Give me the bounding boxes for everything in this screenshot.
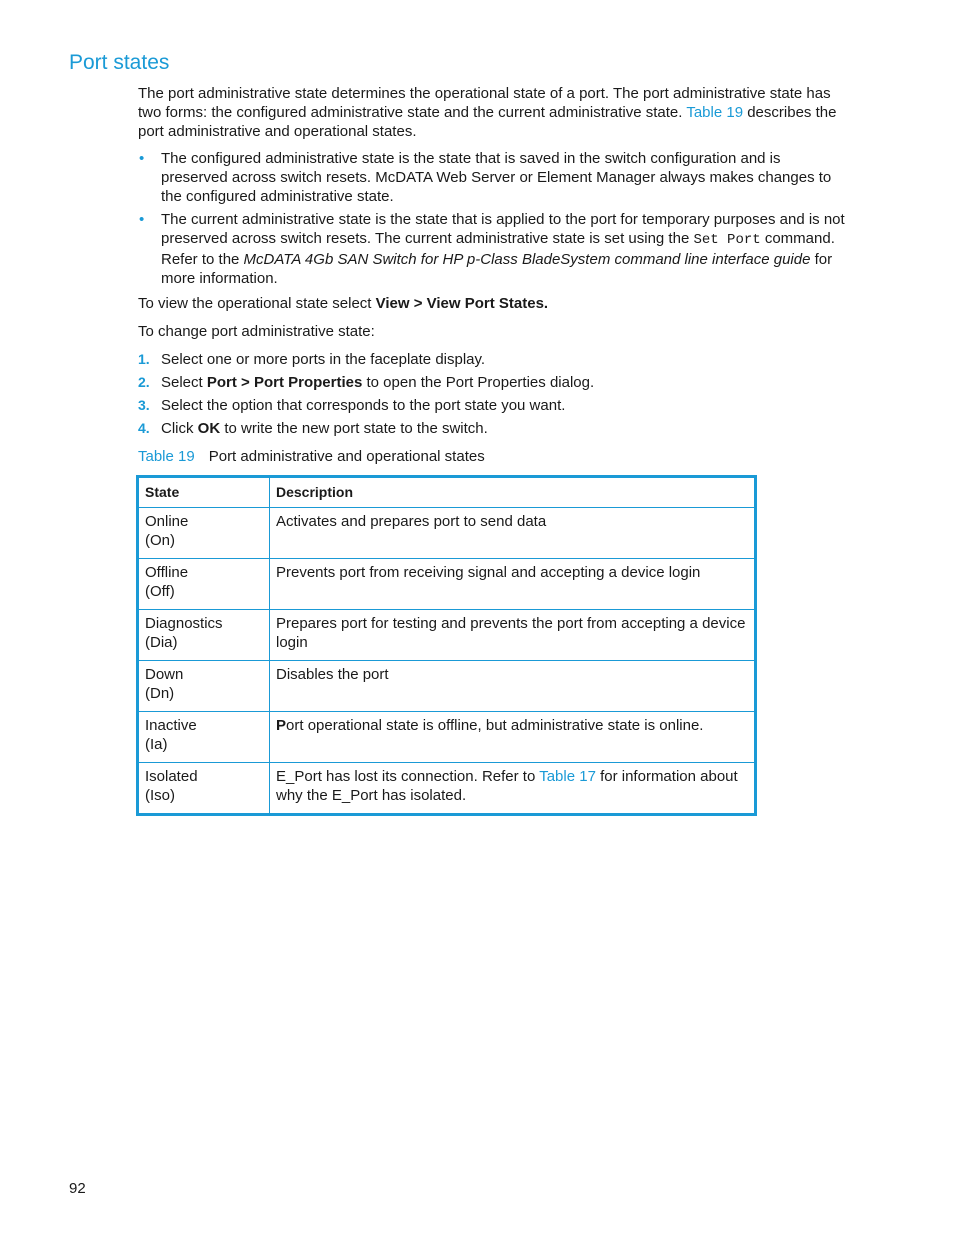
header-description: Description <box>270 477 756 508</box>
step-1 <box>138 350 848 369</box>
step-number: 2. <box>138 374 150 390</box>
cli-guide-title: McDATA 4Gb SAN Switch for HP p-Class BladeSystem command line interface guide <box>243 251 811 268</box>
state-abbr: (Off) <box>145 583 175 600</box>
description-cell <box>270 712 756 763</box>
ok-label: OK <box>197 420 221 437</box>
intro-text-end: describes the port administrative and operational states. <box>138 104 837 140</box>
bullet-dot-icon: • <box>139 211 145 228</box>
step-number: 3. <box>138 397 150 413</box>
bullet-configured-state <box>138 149 848 206</box>
table-row <box>138 508 756 559</box>
table-19-link[interactable]: Table 19 <box>686 104 744 121</box>
state-name: Offline <box>145 564 189 581</box>
table-caption-label: Table 19 <box>138 448 195 465</box>
step-number: 1. <box>138 351 150 367</box>
bullet-current-state <box>138 210 848 288</box>
state-cell <box>138 508 270 559</box>
description-cell: Prevents port from receiving signal and accepting a device login <box>270 559 756 610</box>
table-caption <box>138 447 485 466</box>
state-name: Online <box>145 513 189 530</box>
state-cell <box>138 763 270 815</box>
state-cell <box>138 610 270 661</box>
description-cell <box>270 763 756 815</box>
step-text: Click <box>161 420 198 437</box>
step-4 <box>138 419 848 438</box>
step-2 <box>138 373 848 392</box>
port-properties-path: Port > Port Properties <box>206 374 363 391</box>
state-name: Inactive <box>145 717 197 734</box>
view-menu-path: View > View Port States. <box>375 295 549 312</box>
step-text: to write the new port state to the switch. <box>220 420 488 437</box>
bullet-text: The current administrative state is the state that is applied to the port for temporary purposes and is not preserved across switch resets. The current administrative state is set using the <box>161 211 845 247</box>
description-cell: Activates and prepares port to send data <box>270 508 756 559</box>
step-number: 4. <box>138 420 150 436</box>
header-state: State <box>138 477 270 508</box>
bullet-list <box>138 149 848 292</box>
state-abbr: (Dn) <box>145 685 175 702</box>
table-17-link[interactable]: Table 17 <box>539 768 596 785</box>
table-row <box>138 559 756 610</box>
intro-text: The port administrative state determines the operational state of a port. The port administrative state has two forms: the configured administrative state and the current administrative state. <box>138 85 831 121</box>
state-name: Isolated <box>145 768 198 785</box>
bullet-text: for more information. <box>161 251 833 287</box>
step-list <box>138 350 848 442</box>
view-text: To view the operational state select <box>138 295 376 312</box>
step-text: Select one or more ports in the faceplate display. <box>161 351 486 368</box>
step-text: Select the option that corresponds to the port state you want. <box>161 397 566 414</box>
state-cell <box>138 712 270 763</box>
description-cell: Prepares port for testing and prevents the port from accepting a device login <box>270 610 756 661</box>
state-abbr: (Iso) <box>145 787 175 804</box>
intro-paragraph <box>138 84 848 141</box>
section-title: Port states <box>69 51 170 74</box>
step-text: Select <box>161 374 207 391</box>
change-paragraph: To change port administrative state: <box>138 323 375 340</box>
description-bold-letter: P <box>276 717 287 734</box>
state-abbr: (Dia) <box>145 634 178 651</box>
page-number: 92 <box>69 1180 86 1197</box>
step-text: to open the Port Properties dialog. <box>362 374 595 391</box>
state-abbr: (Ia) <box>145 736 168 753</box>
description-text: ort operational state is offline, but administrative state is online. <box>286 717 704 734</box>
table-caption-text: Port administrative and operational states <box>208 448 485 465</box>
table-row <box>138 610 756 661</box>
description-text-end: for information about why the E_Port has isolated. <box>276 768 738 804</box>
table-header-row <box>138 477 756 508</box>
table-row <box>138 712 756 763</box>
state-cell <box>138 559 270 610</box>
table-row <box>138 661 756 712</box>
table-row <box>138 763 756 815</box>
state-abbr: (On) <box>145 532 175 549</box>
description-text: E_Port has lost its connection. Refer to <box>276 768 540 785</box>
set-port-command: Set Port <box>693 232 761 248</box>
bullet-text: The configured administrative state is the state that is saved in the switch configuration and is preserved across switch resets. McDATA Web Server or Element Manager always makes changes to the configured administrative state. <box>161 150 832 205</box>
port-states-table <box>136 475 757 816</box>
bullet-dot-icon: • <box>139 150 145 167</box>
state-name: Diagnostics <box>145 615 223 632</box>
state-cell <box>138 661 270 712</box>
step-3 <box>138 396 848 415</box>
state-name: Down <box>145 666 184 683</box>
description-cell: Disables the port <box>270 661 756 712</box>
view-paragraph <box>138 294 848 313</box>
bullet-text: command. Refer to the <box>161 230 835 268</box>
